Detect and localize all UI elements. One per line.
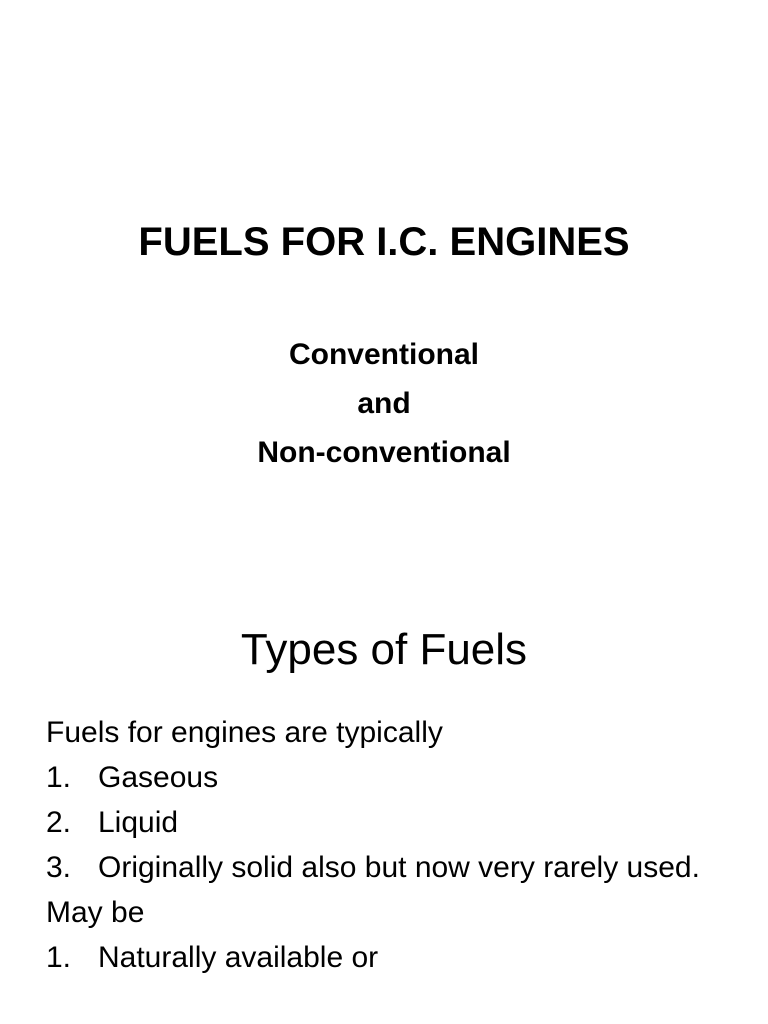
list-item-number: 1. [46, 761, 72, 794]
list-item-number: 3. [46, 851, 72, 884]
section-title: Types of Fuels [240, 625, 528, 674]
list-item-text: Naturally available or [98, 941, 379, 974]
slide-subtitle [0, 330, 768, 477]
subtitle-line: Non-conventional [257, 436, 511, 469]
may-be-text: May be [46, 896, 145, 929]
subtitle-line: Conventional [288, 338, 479, 371]
list-item [46, 800, 736, 845]
section-body [46, 710, 736, 980]
list-item-number: 1. [46, 941, 72, 974]
list-item [46, 845, 736, 890]
list-item-text: Gaseous [98, 761, 219, 794]
list-item [46, 755, 736, 800]
intro-text: Fuels for engines are typically [46, 716, 443, 749]
list-item-number: 2. [46, 806, 72, 839]
list-item [46, 935, 736, 980]
list-item-text: Liquid [98, 806, 179, 839]
fuel-types-list [46, 755, 736, 890]
subtitle-line: and [357, 387, 411, 420]
list-item-text: Originally solid also but now very rarely used. [98, 851, 700, 884]
availability-list [46, 935, 736, 980]
slide-title: FUELS FOR I.C. ENGINES [138, 220, 630, 264]
